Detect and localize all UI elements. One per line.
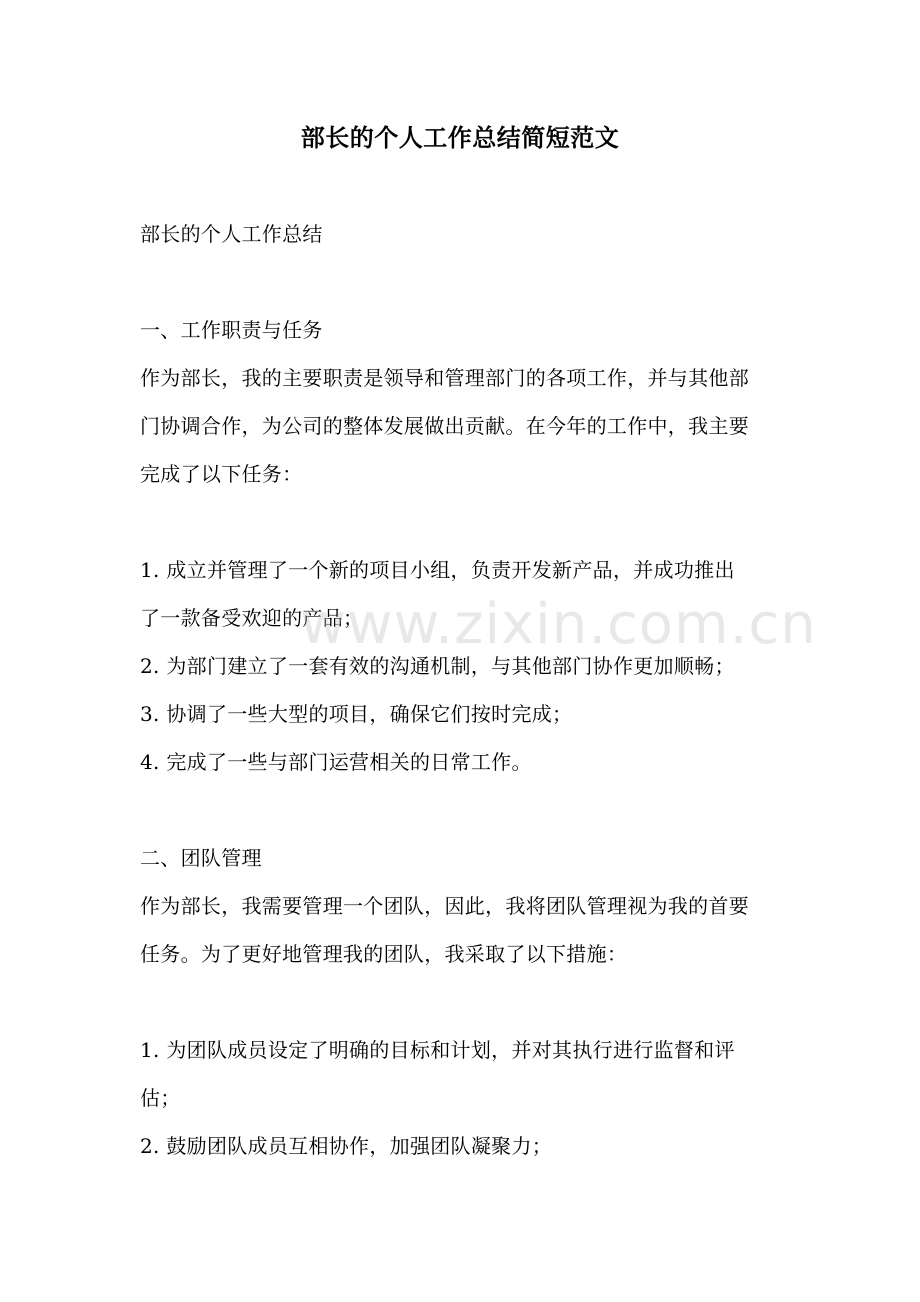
- section2-list-item: 2. 鼓励团队成员互相协作，加强团队凝聚力；: [140, 1134, 553, 1158]
- section2-paragraph-line: 任务。为了更好地管理我的团队，我采取了以下措施：: [140, 942, 628, 966]
- section1-paragraph-line: 作为部长，我的主要职责是领导和管理部门的各项工作，并与其他部: [140, 366, 749, 390]
- section2-list-item: 1. 为团队成员设定了明确的目标和计划，并对其执行进行监督和评: [140, 1038, 735, 1062]
- section2-list-item: 估；: [140, 1086, 181, 1110]
- section1-paragraph-line: 门协调合作，为公司的整体发展做出贡献。在今年的工作中，我主要: [140, 414, 749, 438]
- watermark-text: www.zixin.com.cn: [300, 592, 817, 657]
- section1-paragraph-line: 完成了以下任务：: [140, 462, 303, 486]
- section2-heading: 二、团队管理: [140, 846, 262, 870]
- section1-list-item: 2. 为部门建立了一套有效的沟通机制，与其他部门协作更加顺畅；: [140, 654, 735, 678]
- section1-list-item: 1. 成立并管理了一个新的项目小组，负责开发新产品，并成功推出: [140, 558, 735, 582]
- section1-list-item: 3. 协调了一些大型的项目，确保它们按时完成；: [140, 702, 573, 726]
- document-title: 部长的个人工作总结简短范文: [300, 123, 620, 152]
- section1-list-item: 4. 完成了一些与部门运营相关的日常工作。: [140, 750, 532, 774]
- section1-heading: 一、工作职责与任务: [140, 318, 323, 342]
- section2-paragraph-line: 作为部长，我需要管理一个团队，因此，我将团队管理视为我的首要: [140, 894, 749, 918]
- document-subtitle: 部长的个人工作总结: [140, 222, 323, 246]
- section1-list-item: 了一款备受欢迎的产品；: [140, 606, 364, 630]
